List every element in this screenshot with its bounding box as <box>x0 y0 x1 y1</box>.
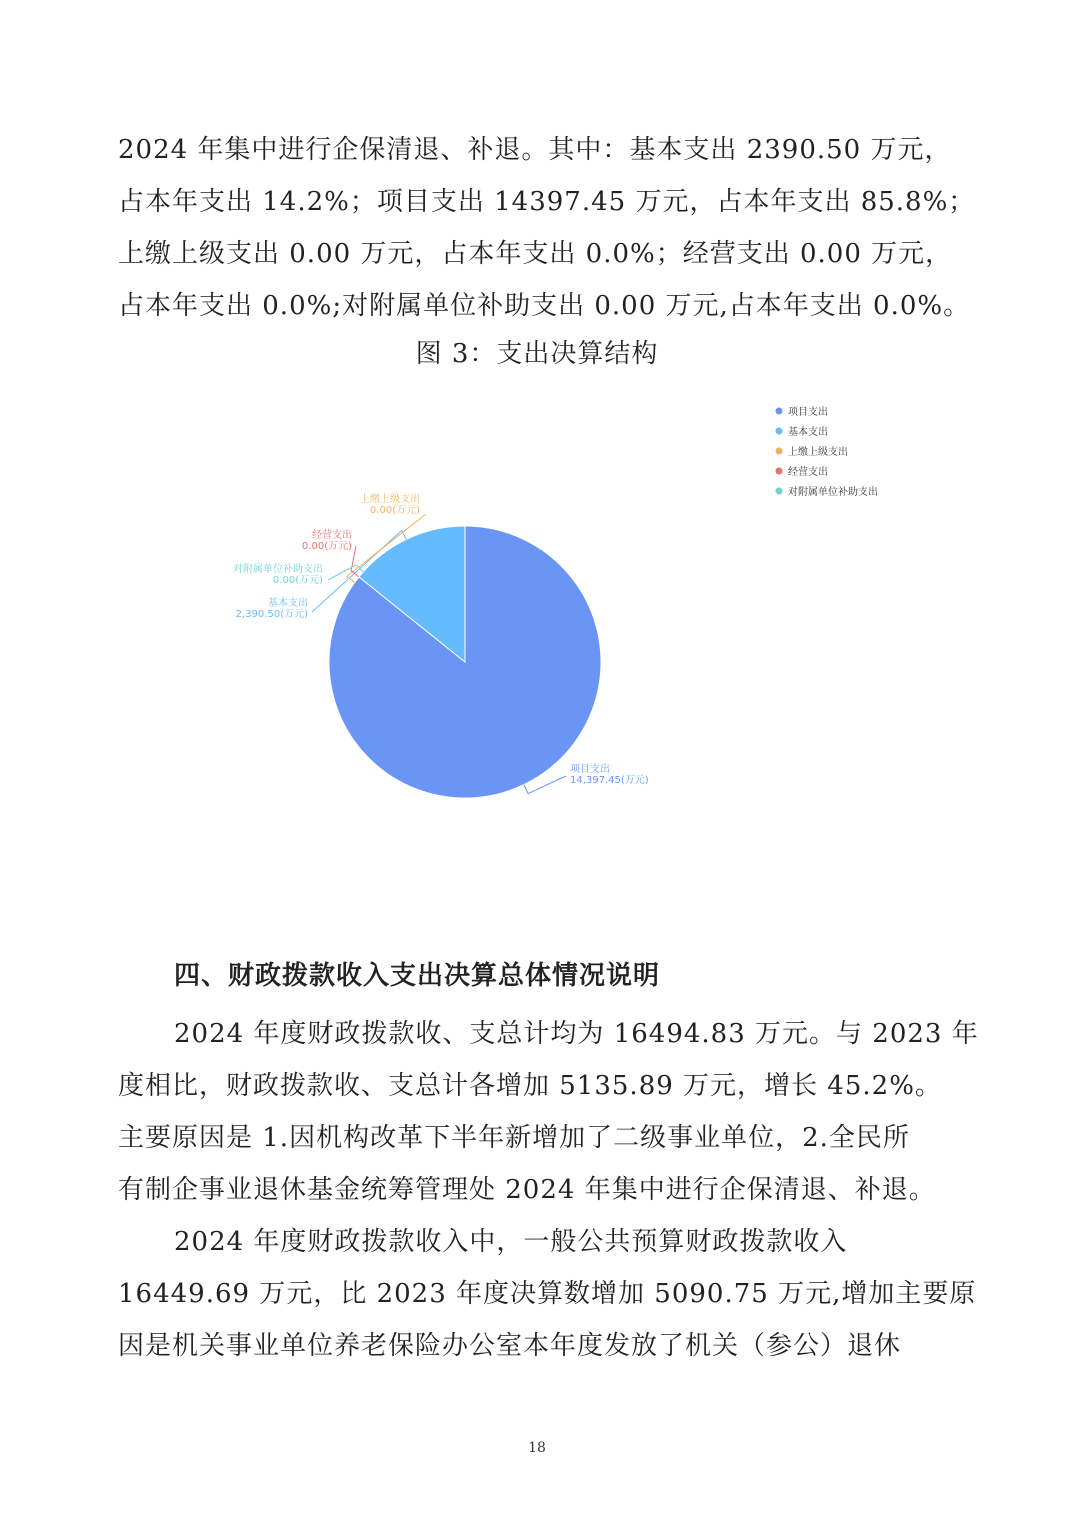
pie-slices <box>329 526 601 798</box>
pie-label-value-1: 2,390.50(万元) <box>235 609 308 620</box>
legend-label-2: 上缴上级支出 <box>788 447 848 458</box>
text-line: 16449.69 万元，比 2023 年度决算数增加 5090.75 万元,增加主要原 <box>118 1279 977 1309</box>
legend-marker-0 <box>776 408 783 415</box>
legend-label-3: 经营支出 <box>788 467 828 478</box>
chart-legend <box>776 405 879 498</box>
text-line: 占本年支出 14.2%；项目支出 14397.45 万元，占本年支出 85.8%； <box>118 187 976 217</box>
legend-label-1: 基本支出 <box>788 427 828 438</box>
legend-label-0: 项目支出 <box>788 407 828 418</box>
legend-label-4: 对附属单位补助支出 <box>788 487 878 498</box>
paragraph-financial-totals <box>118 1008 979 1216</box>
text-line: 占本年支出 0.0%;对附属单位补助支出 0.00 万元,占本年支出 0.0%。 <box>118 291 971 321</box>
text-line: 上缴上级支出 0.00 万元，占本年支出 0.0%；经营支出 0.00 万元， <box>118 239 953 269</box>
paragraph-general-budget <box>118 1216 977 1372</box>
pie-label-name-4: 对附属单位补助支出 <box>233 564 323 575</box>
pie-label-name-1: 基本支出 <box>268 598 308 609</box>
page-number: 18 <box>528 1440 546 1456</box>
pie-label-value-3: 0.00(万元) <box>301 541 352 552</box>
pie-label-name-0: 项目支出 <box>570 764 610 775</box>
pie-label-value-2: 0.00(万元) <box>369 505 420 516</box>
text-line: 2024 年集中进行企保清退、补退。其中：基本支出 2390.50 万元， <box>118 135 952 165</box>
pie-label-name-3: 经营支出 <box>312 530 352 541</box>
text-line: 度相比，财政拨款收、支总计各增加 5135.89 万元，增长 45.2%。 <box>118 1071 942 1101</box>
top-paragraph <box>118 124 976 332</box>
text-line: 因是机关事业单位养老保险办公室本年度发放了机关（参公）退休 <box>118 1331 902 1361</box>
text-line: 2024 年度财政拨款收入中，一般公共预算财政拨款收入 <box>174 1227 848 1257</box>
legend-marker-4 <box>776 488 783 495</box>
pie-label-value-0: 14,397.45(万元) <box>570 775 649 786</box>
legend-marker-2 <box>776 448 783 455</box>
section-heading: 四、财政拨款收入支出决算总体情况说明 <box>174 961 661 991</box>
legend-marker-1 <box>776 428 783 435</box>
expenditure-pie-chart <box>0 390 1074 830</box>
legend-marker-3 <box>776 468 783 475</box>
pie-label-value-4: 0.00(万元) <box>272 575 323 586</box>
text-line: 2024 年度财政拨款收、支总计均为 16494.83 万元。与 2023 年 <box>174 1019 979 1049</box>
figure-caption: 图 3：支出决算结构 <box>415 339 659 369</box>
text-line: 有制企事业退休基金统筹管理处 2024 年集中进行企保清退、补退。 <box>118 1175 936 1205</box>
text-line: 主要原因是 1.因机构改革下半年新增加了二级事业单位，2.全民所 <box>118 1123 910 1153</box>
pie-label-name-2: 上缴上级支出 <box>360 494 420 505</box>
